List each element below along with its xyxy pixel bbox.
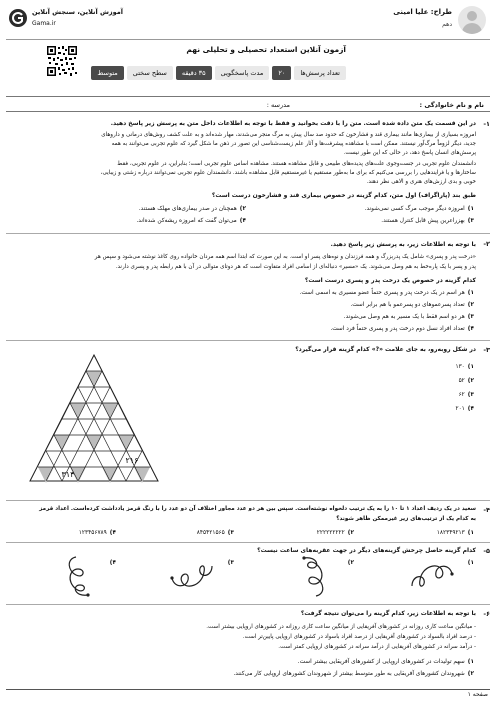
triangle-label-right: ۲۱۶ <box>125 456 139 465</box>
question-divider <box>6 500 490 501</box>
option-number: ۱) <box>467 290 474 296</box>
question-count-label: تعداد پرسش‌ها <box>294 66 346 80</box>
question-3-option-2[interactable] <box>459 378 474 384</box>
brand-site: Gama.ir <box>32 20 56 27</box>
question-1-number: ۱- <box>483 120 490 128</box>
option-number: ۲) <box>347 560 354 566</box>
option-text: همچنان در صدر بیماری‌های مهلک هستند. <box>138 206 237 212</box>
curve-shape-icon <box>168 556 216 596</box>
option-text: تعداد افراد نسل دوم درخت پدر و پسری حتماً فرد است. <box>330 326 465 332</box>
question-4-number: ۴- <box>483 506 490 514</box>
difficulty-value: متوسط <box>91 66 123 80</box>
question-1-prompt: طبق بند (پاراگراف) اول متن، کدام گزینه در خصوص بیماری قند و فشارخون درست است؟ <box>211 192 476 199</box>
question-divider <box>6 233 490 234</box>
option-text: ۸۴۵۴۲۱۵۶۵ <box>196 530 225 536</box>
option-number: ۲) <box>239 206 246 212</box>
author-avatar <box>458 6 486 34</box>
question-6-premise: - درآمد سرانه در کشورهای آفریقایی از درآمد سرانه در کشورهای اروپایی کمتر است. <box>278 644 476 650</box>
question-5-prompt: کدام گزینه حاصل چرخش گزینه‌های دیگر در جهت عقربه‌های ساعت نیست؟ <box>257 547 476 554</box>
option-number: ۳) <box>467 392 474 398</box>
question-3-option-4[interactable] <box>455 406 474 412</box>
question-5-option-3[interactable] <box>225 560 234 566</box>
question-6-number: ۶- <box>483 610 490 618</box>
question-2-option-4[interactable] <box>330 326 474 332</box>
option-number: ۴) <box>467 326 474 332</box>
question-2-prompt: کدام گزینه در خصوص یک درخت پدر و پسری درست است؟ <box>304 277 476 284</box>
triangle-puzzle-figure <box>28 353 160 485</box>
page-number: صفحه ۱ <box>467 691 488 698</box>
student-name-label: نام و نام خانوادگی : <box>419 101 484 109</box>
option-number: ۳) <box>227 530 234 536</box>
option-number: ۳) <box>227 560 234 566</box>
option-number: ۴) <box>239 218 246 224</box>
question-1-option-4[interactable] <box>136 218 246 224</box>
duration-value: ۳۵ دقیقه <box>176 66 212 80</box>
option-number: ۳) <box>467 218 474 224</box>
question-3-number: ۳- <box>483 346 490 354</box>
brand-title: آموزش آنلاین، سنجش آنلاین <box>32 8 124 16</box>
question-4-option-1[interactable] <box>437 530 474 536</box>
question-count-value: ۲۰ <box>272 66 291 80</box>
question-1-option-3[interactable] <box>381 218 474 224</box>
option-number: ۱) <box>467 560 474 566</box>
question-5-option-4[interactable] <box>107 560 116 566</box>
option-number: ۲) <box>347 530 354 536</box>
qr-code-icon <box>46 45 78 77</box>
option-number: ۲) <box>467 302 474 308</box>
question-divider <box>6 340 490 341</box>
option-text: تعداد پسرعموهای دو پسرعمو با هم برابر است. <box>350 302 465 308</box>
option-text: ۱۸۲۳۴۹۲۱۳ <box>436 530 465 536</box>
curve-shape-icon <box>56 553 96 599</box>
question-2-option-3[interactable] <box>344 314 474 320</box>
triangle-label-left: ۳۱۴ <box>61 470 75 479</box>
question-2-option-2[interactable] <box>350 302 474 308</box>
question-2-para-line: پدر و پسر با یک پاره‌خط به هم وصل می‌شوند. یک «مسیر» دنباله‌ای از اسامی افراد متفاوت است که هر دوتای متوالی در آن با هم رابطه پدر و پسری دارند. <box>115 264 476 270</box>
question-5-option-2[interactable] <box>345 560 354 566</box>
option-number: ۱) <box>467 659 474 665</box>
option-text: شهروندان کشورهای آفریقایی به طور متوسط بیشتر از شهروندان کشورهای اروپایی کار می‌کنند. <box>233 671 465 677</box>
option-number: ۴) <box>109 530 116 536</box>
option-number: ۲) <box>467 378 474 384</box>
question-4-option-4[interactable] <box>79 530 116 536</box>
question-1-option-1[interactable] <box>365 206 474 212</box>
question-3-prompt: در شکل روبه‌رو، به جای علامت «?» کدام گزینه قرار می‌گیرد؟ <box>295 346 476 353</box>
option-text: می‌توان گفت که امروزه ریشه‌کن شده‌اند. <box>136 218 237 224</box>
question-1-para-line: جدید، دیگر لزوماً مرگ‌آور نیستند. ممکن است با مشاهده پیشرفت‌ها و آثار علم زیست‌شناسی این تصور در ذهن ما شکل گیرد که علوم تجربی می‌توانند به همه <box>111 141 476 147</box>
question-4-para-line: به کدام یک از ترتیب‌های زیر غیرممکن ظاهر شوند؟ <box>336 516 476 522</box>
gama-logo-icon <box>8 8 28 28</box>
question-4-option-3[interactable] <box>197 530 234 536</box>
difficulty-label: سطح سختی <box>127 66 173 80</box>
question-3-option-1[interactable] <box>455 364 474 370</box>
question-1-para-line: پرسش‌های انسان پاسخ دهد، در حالی که این طور نیست. <box>343 150 476 156</box>
question-1-para-line: خوبی و بدی ارزش‌های هنری و الاهی نظر دهند. <box>366 179 476 185</box>
option-text: هر اسم در یک درخت پدر و پسری حتماً عضو مسیری به اسمی است. <box>299 290 465 296</box>
option-text: ۲۰۱ <box>455 406 465 412</box>
question-4-para-line: سعید در یک ردیف اعداد ۱ تا ۱۰ را به یک ترتیب دلخواه نوشته‌است. سپس بین هر دو عدد مجاور اختلاف آن دو عدد را با رنگ قرمز یادداشت کرده‌است. اعداد قرمز <box>39 506 476 512</box>
question-3-option-3[interactable] <box>459 392 474 398</box>
question-divider <box>6 542 490 543</box>
school-label: مدرسه : <box>266 101 290 109</box>
option-text: ۶۲ <box>458 392 465 398</box>
question-1-para-line: دانشمندان علوم تجربی در جست‌وجوی علت‌های پدیده‌های طبیعی و قابل مشاهده هستند. مشاهده اساس علوم تجربی است؛ بنابراین، در علوم تجربی، فقط <box>117 161 476 167</box>
question-2-para-line: «درخت پدر و پسری» شامل یک پدربزرگ و همه فرزندان و نوه‌های پسر او است. به این صورت که ابتدا اسم همه مردان خانواده روی کاغذ نوشته می‌شود و سپس هر <box>94 254 476 260</box>
exam-info-bar <box>91 66 346 80</box>
header-divider <box>6 39 490 40</box>
question-divider <box>6 604 490 605</box>
option-text: امروزه دیگر موجب مرگ کسی نمی‌شوند. <box>364 206 465 212</box>
option-number: ۱) <box>467 206 474 212</box>
question-5-option-1[interactable] <box>465 560 474 566</box>
question-1-intro: در این قسمت یک متن داده شده است. متن را با دقت بخوانید و فقط با توجه به اطلاعات داخل متن به پرسش زیر پاسخ دهید. <box>110 120 476 127</box>
question-2-number: ۲- <box>483 240 490 248</box>
question-5-number: ۵- <box>483 547 490 555</box>
student-info-row <box>6 96 490 112</box>
option-number: ۱) <box>467 364 474 370</box>
duration-label: مدت پاسخگویی <box>215 66 270 80</box>
option-number: ۱) <box>467 530 474 536</box>
designer-name: طراح: علیا امینی <box>393 8 452 16</box>
curve-shape-icon <box>296 554 336 598</box>
option-text: بهزراعرین پیش قابل کنترل هستند. <box>381 218 465 224</box>
option-text: ۵۲ <box>458 378 465 384</box>
curve-shape-icon <box>408 556 456 596</box>
question-1-option-2[interactable] <box>139 206 246 212</box>
grade-label: دهم <box>442 21 452 28</box>
question-6-option-1[interactable] <box>298 659 474 665</box>
question-2-option-1[interactable] <box>300 290 474 296</box>
question-6-option-2[interactable] <box>233 671 474 677</box>
question-6-premise: - درصد افراد بالسواد در کشورهای آفریقایی از درصد افراد باسواد در کشورهای اروپایی پایین‌تر است. <box>242 634 476 640</box>
option-text: ۱۳۰ <box>455 364 465 370</box>
option-text: ۲۲۲۲۲۲۲۲۲ <box>316 530 345 536</box>
exam-title: آزمون آنلاین استعداد تحصیلی و تحلیلی نهم <box>186 45 346 54</box>
option-number: ۳) <box>467 314 474 320</box>
option-text: هر دو اسم فقط با یک مسیر به هم وصل می‌شوند. <box>343 314 465 320</box>
option-number: ۴) <box>467 406 474 412</box>
option-number: ۲) <box>467 671 474 677</box>
question-1-para-line: امروزه بسیاری از بیماری‌ها مانند بیماری قند و فشارخون که حدود صد سال پیش به مرگ منجر می‌شدند، مهار شده‌اند و به علت کشف روش‌های درمانی و داروهای <box>101 132 476 138</box>
option-number: ۴) <box>109 560 116 566</box>
option-text: سهم تولیدات در کشورهای اروپایی از کشورهای آفریقایی بیشتر است. <box>297 659 465 665</box>
question-4-option-2[interactable] <box>317 530 354 536</box>
option-text: ۱۲۳۴۵۶۷۸۹ <box>78 530 107 536</box>
footer-divider <box>6 689 490 690</box>
question-6-premise: - میانگین ساعت کاری روزانه در کشورهای آفریقایی از میانگین ساعت کاری روزانه در کشورهای اروپایی بیشتر است. <box>206 624 476 630</box>
question-1-para-line: ساختارها و یا فرایندهایی را بررسی می‌کنیم که برای ما به‌طور مستقیم یا غیرمستقیم قابل مشاهده باشند. دانشمندان علوم تجربی نمی‌توانند درباره زشتی و زیبایی، <box>100 170 476 176</box>
question-2-intro: با توجه به اطلاعات زیر، به پرسش زیر پاسخ دهید. <box>330 241 476 248</box>
question-6-intro: با توجه به اطلاعات زیر، کدام گزینه را می‌توان نتیجه گرفت؟ <box>300 610 476 617</box>
